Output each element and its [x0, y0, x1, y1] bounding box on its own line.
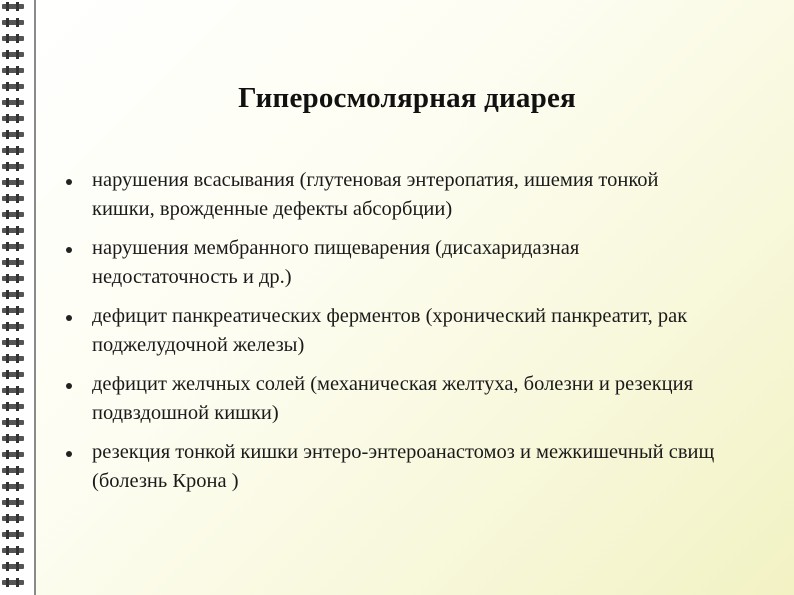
binding-ring: [2, 210, 28, 220]
binding-ring: [2, 146, 28, 156]
slide-title: Гиперосмолярная диарея: [238, 82, 576, 114]
bullet-text: дефицит панкреатических ферментов (хронический панкреатит, рак поджелудочной железы): [92, 305, 688, 356]
bullet-text: нарушения всасывания (глутеновая энтеропатия, ишемия тонкой кишки, врожденные дефекты абсорбции): [92, 169, 659, 220]
binding-ring: [2, 2, 28, 12]
binding-ring: [2, 194, 28, 204]
binding-ring: [2, 386, 28, 396]
bullet-dot-icon: [66, 383, 72, 389]
binding-ring: [2, 18, 28, 28]
list-item: [60, 302, 720, 360]
binding-ring: [2, 242, 28, 252]
binding-ring: [2, 226, 28, 236]
bullet-text: дефицит желчных солей (механическая желтуха, болезни и резекция подвздошной кишки): [92, 373, 694, 424]
binding-ring: [2, 50, 28, 60]
bullet-text: нарушения мембранного пищеварения (дисахаридазная недостаточность и др.): [92, 237, 580, 288]
bullet-dot-icon: [66, 179, 72, 185]
bullet-dot-icon: [66, 315, 72, 321]
binding-ring: [2, 258, 28, 268]
binding-ring: [2, 402, 28, 412]
binding-divider: [34, 0, 36, 595]
binding-ring: [2, 562, 28, 572]
bullet-list: [60, 166, 720, 506]
binding-ring: [2, 418, 28, 428]
list-item: [60, 166, 720, 224]
binding-ring: [2, 290, 28, 300]
binding-ring: [2, 578, 28, 588]
binding-ring: [2, 114, 28, 124]
binding-ring: [2, 450, 28, 460]
binding-ring: [2, 322, 28, 332]
binding-ring: [2, 530, 28, 540]
binding-ring: [2, 482, 28, 492]
list-item: [60, 438, 720, 496]
binding-ring: [2, 338, 28, 348]
binding-ring: [2, 82, 28, 92]
bullet-dot-icon: [66, 247, 72, 253]
binding-ring: [2, 274, 28, 284]
binding-ring: [2, 354, 28, 364]
spiral-binding-icon: [0, 0, 34, 595]
binding-ring: [2, 466, 28, 476]
binding-ring: [2, 370, 28, 380]
list-item: [60, 370, 720, 428]
binding-ring: [2, 546, 28, 556]
bullet-dot-icon: [66, 451, 72, 457]
binding-ring: [2, 66, 28, 76]
bullet-text: резекция тонкой кишки энтеро-энтероанастомоз и межкишечный свищ (болезнь Крона ): [92, 441, 715, 492]
binding-ring: [2, 162, 28, 172]
binding-ring: [2, 98, 28, 108]
binding-ring: [2, 498, 28, 508]
binding-ring: [2, 130, 28, 140]
binding-ring: [2, 306, 28, 316]
binding-ring: [2, 178, 28, 188]
binding-ring: [2, 514, 28, 524]
list-item: [60, 234, 720, 292]
binding-ring: [2, 434, 28, 444]
binding-ring: [2, 34, 28, 44]
